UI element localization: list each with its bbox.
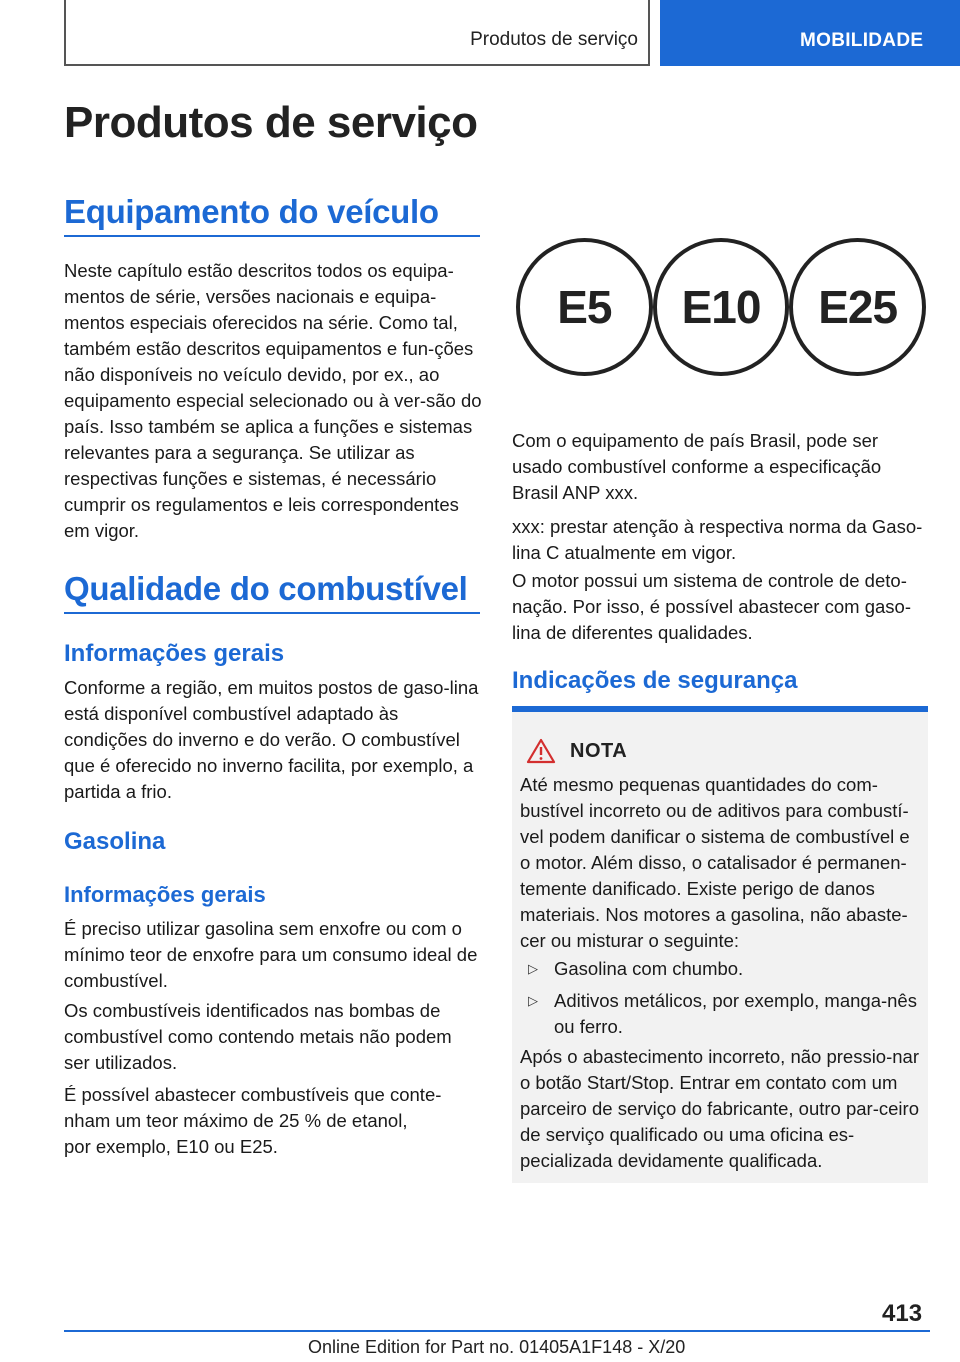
fuel-label-e10: E10 [653,238,790,376]
knock-control-para: O motor possui um sistema de controle de deto-nação. Por isso, é possível abastecer com gaso-lina de diferentes qualidades. [512,570,911,643]
footer-divider [64,1330,930,1332]
gasoline-para-3b: por exemplo, E10 ou E25. [64,1136,278,1157]
general-info-body: Conforme a região, em muitos postos de gaso-lina está disponível combustível adaptado às condições do inverno e do verão. O combustível que é oferecido no inverno facilita, por exemplo, a partida a frio. [64,677,479,802]
fuel-quality-heading: Qualidade do combustível [64,570,480,614]
gasoline-heading: Gasolina [64,828,166,855]
notice-header [526,738,627,764]
gasoline-para-2: Os combustíveis identificados nas bombas de combustível como contendo metais não podem ser utilizados. [64,1000,452,1073]
fuel-label-e5: E5 [516,238,653,376]
general-info-heading: Informações gerais [64,640,285,667]
equipment-body: Neste capítulo estão descritos todos os equipa-mentos de série, versões nacionais e equipa-mentos especiais oferecidos na série. Como tal, também estão descritos equipamentos e fun-ções não disponíveis no veículo devido, por ex., ao equipamento especial selecionado ou à ver-são do país. Isso também se aplica a funções e sistemas relevantes para a segurança. Se utilizar as respectivas funções e sistemas, é necessário cumprir os regulamentos e leis correspondentes em vigor. [64,260,482,541]
brazil-fuel-para: Com o equipamento de país Brasil, pode ser usado combustível conforme a especificação Brasil ANP xxx. [512,430,882,503]
notice-bullet [524,956,919,982]
gasoline-general-heading: Informações gerais [64,882,266,907]
gasoline-para-3a: É possível abastecer combustíveis que conte-nham um teor máximo de 25 % de etanol, [64,1084,442,1131]
notice-bullet-text: Gasolina com chumbo. [554,958,744,979]
notice-title: NOTA [570,739,628,762]
header-section-label: Produtos de serviço [470,29,638,50]
fuel-label-e25: E25 [789,238,926,376]
norm-note-para: xxx: prestar atenção à respectiva norma da Gaso-lina C atualmente em vigor. [512,516,923,563]
notice-bullet-text: Aditivos metálicos, por exemplo, manga-nês ou ferro. [554,990,917,1037]
fuel-label-illustration [516,238,926,378]
bullet-triangle-icon: ▷ [528,993,538,1008]
page-title: Produtos de serviço [64,98,478,147]
page-number: 413 [882,1300,923,1327]
gasoline-para-1: É preciso utilizar gasolina sem enxofre ou com o mínimo teor de enxofre para um consumo ideal de combustível. [64,918,478,991]
equipment-heading: Equipamento do veículo [64,193,480,237]
notice-box [512,706,928,1183]
notice-after-text: Após o abastecimento incorreto, não pressio-nar o botão Start/Stop. Entrar em contato com um parceiro de serviço do fabricante, outro par-ceiro de serviço qualificado ou uma oficina es-pecializada devidamente qualificada. [520,1046,919,1171]
header-category-tab[interactable]: MOBILIDADE [660,0,960,66]
safety-heading: Indicações de segurança [512,667,798,694]
bullet-triangle-icon: ▷ [528,961,538,976]
notice-body: Até mesmo pequenas quantidades do com-bustível incorreto ou de aditivos para combustí-vel podem danificar o sistema de combustível e o motor. Além disso, o catalisador é permanen-temente danificado. Existe perigo de danos materiais. Nos motores a gasolina, não abaste-cer ou misturar o seguinte: [520,774,910,951]
warning-triangle-icon [526,738,556,764]
notice-bullet [524,988,919,1040]
footer-edition-text: Online Edition for Part no. 01405A1F148 - X/20 [308,1337,686,1357]
